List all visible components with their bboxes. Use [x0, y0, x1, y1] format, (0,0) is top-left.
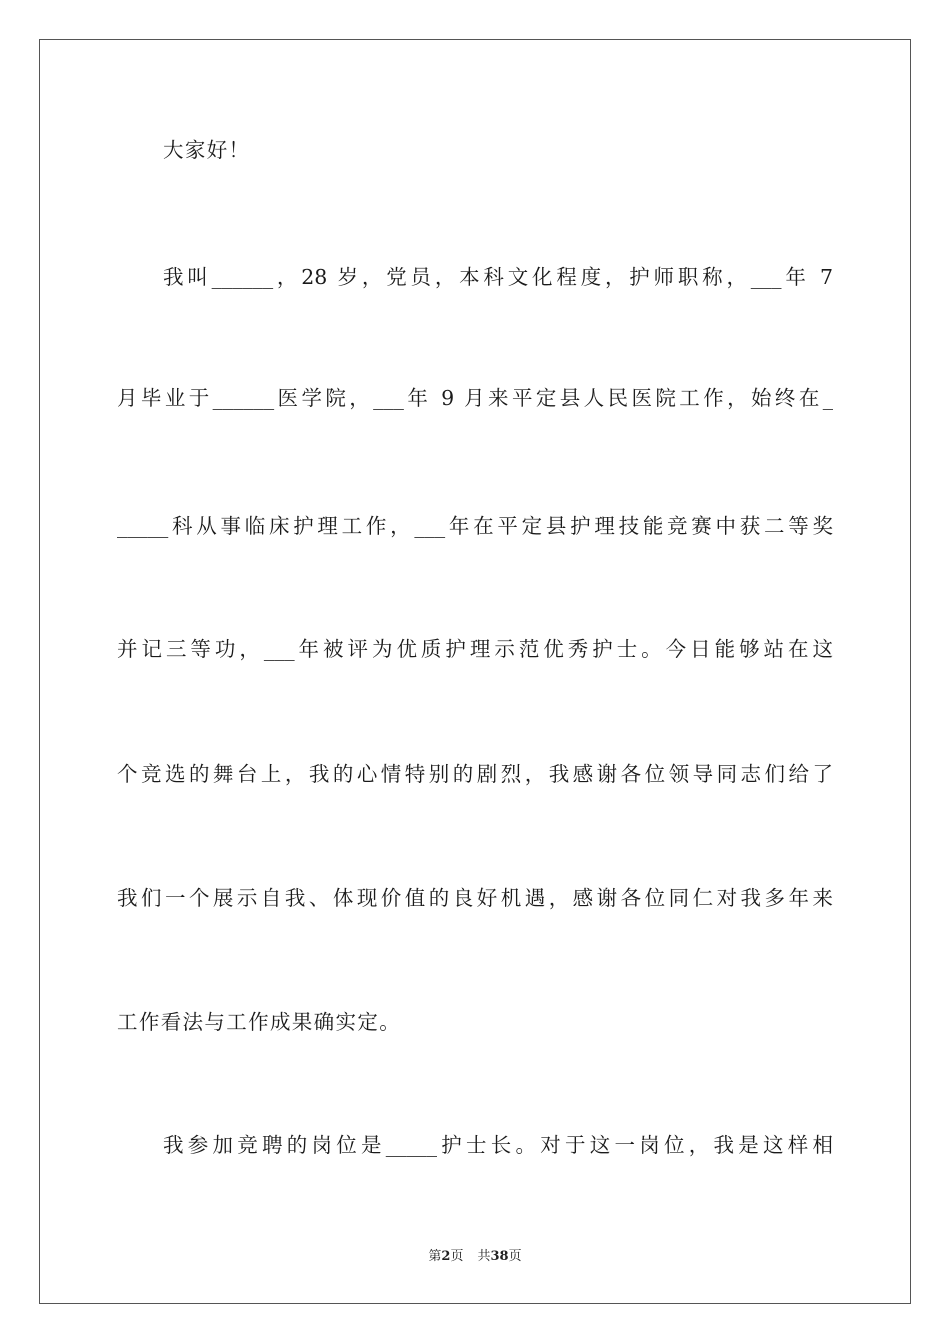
paragraph-1-line-6: 我们一个展示自我、体现价值的良好机遇，感谢各位同仁对我多年来: [117, 886, 833, 910]
paragraph-1-line-1: 我叫______，28 岁，党员，本科文化程度，护师职称，___年 7: [163, 265, 833, 289]
total-suffix: 页: [508, 1249, 522, 1264]
paragraph-1-line-4: 并记三等功，___年被评为优质护理示范优秀护士。今日能够站在这: [117, 637, 833, 661]
page-prefix: 第: [428, 1249, 442, 1264]
page-border: [39, 39, 911, 1304]
paragraph-1-line-3: _____科从事临床护理工作，___年在平定县护理技能竞赛中获二等奖: [117, 514, 833, 538]
total-prefix: 共: [477, 1249, 491, 1264]
page-footer: [0, 1248, 950, 1266]
paragraph-1-line-2: 月毕业于______医学院，___年 9 月来平定县人民医院工作，始终在_: [117, 386, 833, 410]
page-suffix: 页: [450, 1249, 464, 1264]
total-pages: 38: [490, 1249, 509, 1264]
paragraph-2-line-1: 我参加竞聘的岗位是_____护士长。对于这一岗位，我是这样相: [163, 1133, 833, 1157]
greeting-line: 大家好！: [163, 138, 251, 162]
paragraph-1-line-7: 工作看法与工作成果确实定。: [117, 1010, 402, 1034]
paragraph-1-line-5: 个竞选的舞台上，我的心情特别的剧烈，我感谢各位领导同志们给了: [117, 762, 833, 786]
page-number: 2: [441, 1249, 451, 1264]
